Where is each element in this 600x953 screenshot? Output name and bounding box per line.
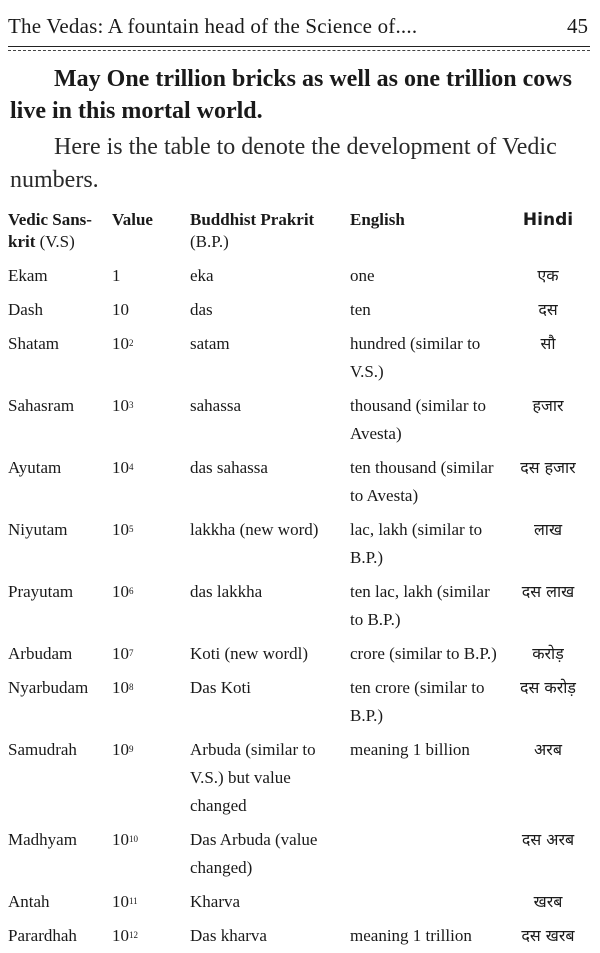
cell-vedic: Sahasram: [8, 396, 75, 415]
cell-hindi: खरब: [533, 892, 563, 911]
cell-buddhist: eka: [190, 266, 214, 285]
cell-hindi: लाख: [533, 520, 563, 539]
value-base: 10: [112, 300, 129, 319]
value-base: 10: [112, 892, 129, 911]
table-row: [8, 637, 594, 671]
header-vedic-abbr: (V.S): [39, 232, 75, 251]
page-number: 45: [567, 14, 588, 38]
cell-hindi: एक: [537, 266, 559, 285]
cell-buddhist: Koti (new wordl): [190, 644, 309, 663]
cell-hindi: दस हजार: [520, 458, 576, 477]
value-exponent: 10: [129, 834, 138, 844]
value-base: 10: [112, 644, 129, 663]
value-base: 10: [112, 678, 129, 697]
cell-vedic: Samudrah: [8, 740, 77, 759]
cell-buddhist: das lakkha: [190, 582, 263, 601]
value-exponent: 7: [129, 648, 134, 658]
header-buddhist-label: Buddhist Prakrit: [190, 210, 315, 229]
cell-hindi: दस खरब: [521, 926, 575, 945]
cell-value: [112, 885, 190, 919]
table-row: [8, 293, 594, 327]
cell-vedic: Ayutam: [8, 458, 62, 477]
value-base: 10: [112, 458, 129, 477]
table-row: [8, 671, 594, 733]
cell-vedic: Dash: [8, 300, 43, 319]
cell-vedic: Parardhah: [8, 926, 77, 945]
table-row: [8, 885, 594, 919]
header-rule: [8, 46, 590, 47]
header-buddhist-abbr: (B.P.): [190, 232, 229, 251]
header-vedic: [8, 207, 112, 259]
value-base: 10: [112, 582, 129, 601]
cell-vedic: Nyarbudam: [8, 678, 89, 697]
cell-english: ten lac, lakh (similar to B.P.): [350, 582, 490, 629]
vedic-numbers-table: [8, 207, 594, 953]
cell-buddhist: Arbuda (similar to V.S.) but value changed: [190, 740, 316, 815]
cell-buddhist: Das Koti: [190, 678, 251, 697]
cell-hindi: दस अरब: [521, 830, 575, 849]
cell-value: [112, 293, 190, 327]
table-row: [8, 327, 594, 389]
value-base: 10: [112, 830, 129, 849]
cell-buddhist: lakkha (new word): [190, 520, 319, 539]
cell-vedic: Antah: [8, 892, 50, 911]
cell-hindi: अरब: [534, 740, 562, 759]
cell-english: one: [350, 266, 375, 285]
header-hindi: Hindi: [522, 210, 574, 230]
cell-value: [112, 919, 190, 953]
cell-buddhist: Das kharva: [190, 926, 267, 945]
cell-buddhist: Das Arbuda (value changed): [190, 830, 318, 877]
cell-hindi: हजार: [532, 396, 564, 415]
header-value: Value: [112, 210, 153, 229]
cell-vedic: Shatam: [8, 334, 59, 353]
running-header: [8, 14, 588, 44]
value-base: 10: [112, 520, 129, 539]
value-exponent: 12: [129, 930, 138, 940]
value-exponent: 2: [129, 338, 134, 348]
value-exponent: 9: [129, 744, 134, 754]
header-vedic-label: Vedic Sans-krit: [8, 210, 92, 251]
table-row: [8, 823, 594, 885]
cell-vedic: Arbudam: [8, 644, 73, 663]
cell-english: ten thousand (similar to Avesta): [350, 458, 494, 505]
table-body: [8, 259, 594, 953]
cell-english: crore (similar to B.P.): [350, 644, 497, 663]
value-base: 10: [112, 740, 129, 759]
cell-english: meaning 1 billion: [350, 740, 470, 759]
cell-english: hundred (similar to V.S.): [350, 334, 481, 381]
value-base: 1: [112, 266, 121, 285]
cell-buddhist: Kharva: [190, 892, 241, 911]
header-title: The Vedas: A fountain head of the Science of....: [8, 14, 418, 38]
cell-value: [112, 451, 190, 513]
value-exponent: 4: [129, 462, 134, 472]
cell-english: thousand (similar to Avesta): [350, 396, 486, 443]
cell-english: ten crore (similar to B.P.): [350, 678, 485, 725]
table-row: [8, 575, 594, 637]
header-english: English: [350, 210, 405, 229]
cell-english: ten: [350, 300, 371, 319]
value-exponent: 5: [129, 524, 134, 534]
table-header-row: [8, 207, 594, 259]
value-exponent: 8: [129, 682, 134, 692]
cell-buddhist: sahassa: [190, 396, 241, 415]
cell-value: [112, 575, 190, 637]
bold-paragraph: May One trillion bricks as well as one trillion cows live in this mortal world.: [10, 66, 572, 124]
intro-paragraph: Here is the table to denote the development of Vedic numbers.: [10, 134, 557, 193]
cell-value: [112, 259, 190, 293]
cell-english: lac, lakh (similar to B.P.): [350, 520, 483, 567]
cell-value: [112, 389, 190, 451]
table-row: [8, 389, 594, 451]
table-row: [8, 919, 594, 953]
cell-vedic: Ekam: [8, 266, 48, 285]
cell-hindi: दस: [538, 300, 558, 319]
value-base: 10: [112, 926, 129, 945]
cell-english: [350, 823, 502, 885]
cell-buddhist: satam: [190, 334, 230, 353]
table-row: [8, 513, 594, 575]
cell-hindi: दस करोड़: [520, 678, 576, 697]
cell-value: [112, 823, 190, 885]
value-base: 10: [112, 334, 129, 353]
value-exponent: 11: [129, 896, 138, 906]
cell-buddhist: das: [190, 300, 213, 319]
value-exponent: 6: [129, 586, 134, 596]
cell-value: [112, 637, 190, 671]
table-row: [8, 733, 594, 823]
cell-value: [112, 733, 190, 823]
value-exponent: 3: [129, 400, 134, 410]
cell-buddhist: das sahassa: [190, 458, 268, 477]
table-row: [8, 259, 594, 293]
cell-value: [112, 671, 190, 733]
header-buddhist: [190, 207, 350, 259]
value-base: 10: [112, 396, 129, 415]
cell-value: [112, 513, 190, 575]
cell-english: meaning 1 trillion: [350, 926, 472, 945]
cell-vedic: Prayutam: [8, 582, 74, 601]
cell-value: [112, 327, 190, 389]
cell-hindi: सौ: [540, 334, 556, 353]
cell-vedic: Niyutam: [8, 520, 68, 539]
table-row: [8, 451, 594, 513]
cell-vedic: Madhyam: [8, 830, 77, 849]
cell-hindi: दस लाख: [521, 582, 575, 601]
cell-hindi: करोड़: [532, 644, 564, 663]
cell-english: [350, 885, 502, 919]
header-rule-dashed: [8, 50, 590, 51]
